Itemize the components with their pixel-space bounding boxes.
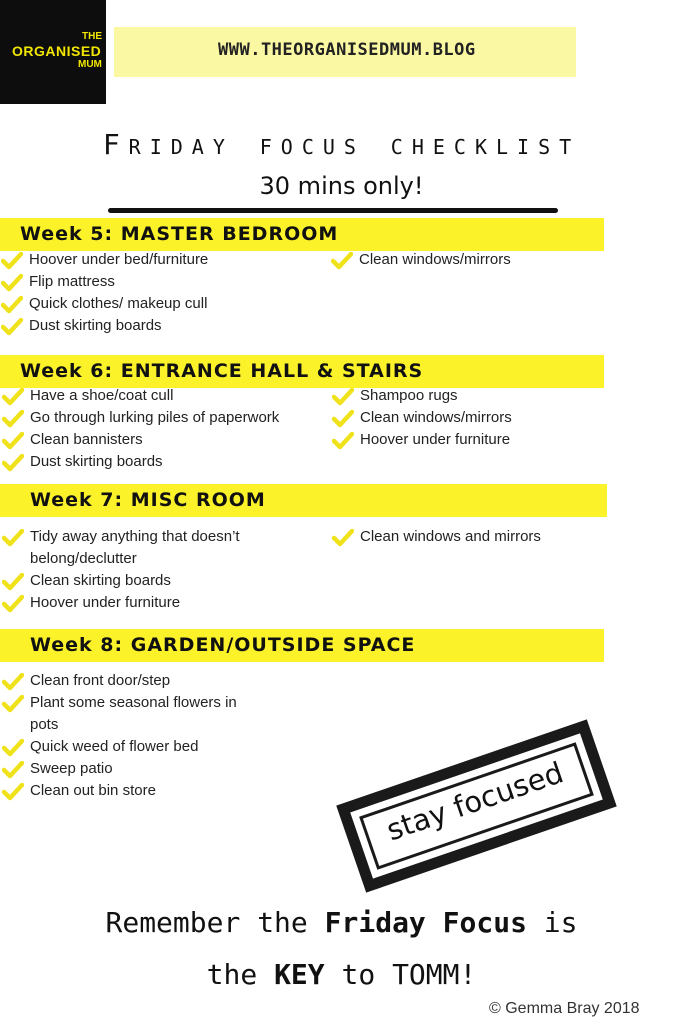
checkmark-icon	[332, 432, 354, 450]
checkmark-icon	[331, 252, 353, 270]
footer-line-2: the KEY to TOMM!	[206, 958, 477, 991]
week-7-heading-band	[0, 484, 607, 517]
checkmark-icon	[1, 318, 23, 336]
checkmark-icon	[2, 739, 24, 757]
checkmark-icon	[2, 410, 24, 428]
week-5-heading-band	[0, 218, 604, 251]
checkmark-icon	[2, 454, 24, 472]
week-7-heading: Week 7: MISC ROOM	[30, 489, 266, 511]
checkmark-icon	[332, 388, 354, 406]
checkmark-icon	[2, 573, 24, 591]
week-8-heading: Week 8: GARDEN/OUTSIDE SPACE	[30, 634, 416, 656]
checkmark-icon	[332, 410, 354, 428]
website-url[interactable]: WWW.THEORGANISEDMUM.BLOG	[218, 40, 476, 60]
checkmark-icon	[2, 761, 24, 779]
checkmark-icon	[2, 695, 24, 713]
checkmark-icon	[2, 595, 24, 613]
website-banner	[114, 27, 576, 77]
footer-emphasis-key: KEY	[274, 958, 325, 991]
checkmark-icon	[1, 252, 23, 270]
page-title: Friday focus checklist	[102, 128, 581, 161]
week-5-heading: Week 5: MASTER BEDROOM	[20, 223, 339, 245]
footer-emphasis-friday-focus: Friday Focus	[324, 906, 527, 939]
logo-line-organised: ORGANISED	[12, 43, 102, 59]
page-subtitle: 30 mins only!	[259, 172, 424, 200]
brand-logo	[0, 0, 106, 104]
stay-focused-stamp	[336, 719, 617, 892]
checkmark-icon	[2, 388, 24, 406]
footer-line-1: Remember the Friday Focus is	[105, 906, 578, 939]
week-8-heading-band	[0, 629, 604, 662]
checkmark-icon	[1, 274, 23, 292]
title-underline	[108, 208, 558, 213]
logo-line-mum: MUM	[78, 59, 102, 70]
checkmark-icon	[2, 432, 24, 450]
week-6-heading-band	[0, 355, 604, 388]
checkmark-icon	[2, 529, 24, 547]
week-6-heading: Week 6: ENTRANCE HALL & STAIRS	[20, 360, 424, 382]
copyright-notice: © Gemma Bray 2018	[489, 1000, 640, 1017]
checkmark-icon	[1, 296, 23, 314]
checkmark-icon	[332, 529, 354, 547]
checkmark-icon	[2, 673, 24, 691]
checkmark-icon	[2, 783, 24, 801]
logo-line-the: THE	[82, 31, 102, 42]
stamp-text: stay focused	[382, 755, 568, 848]
